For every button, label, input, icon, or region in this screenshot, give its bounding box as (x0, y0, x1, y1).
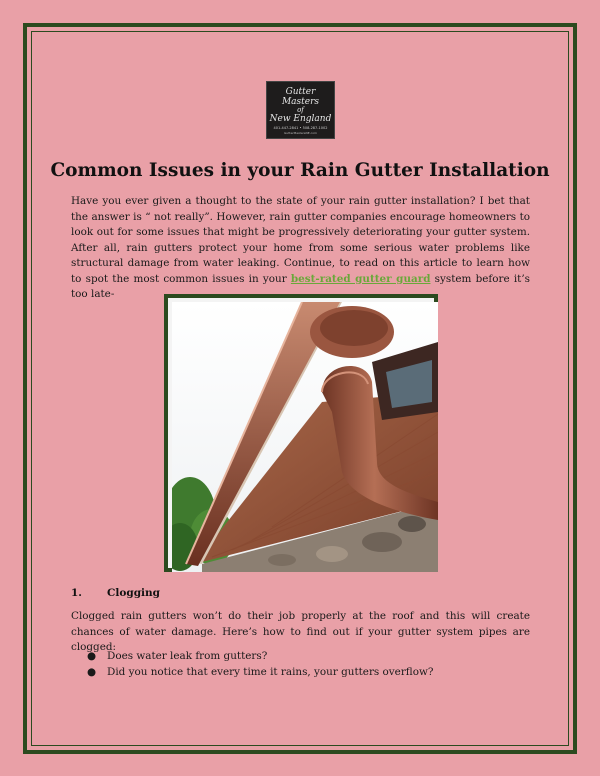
gutter-guard-link[interactable]: best-rated gutter guard (290, 272, 431, 285)
bullet-list (87, 648, 433, 680)
bullet-text: Does water leak from gutters? (107, 650, 268, 662)
section-paragraph: Clogged rain gutters won’t do their job properly at the roof and this will create chances of water damage. Here’s how to find out if your gutter system pipes are clogged: (71, 610, 530, 653)
intro-text-start: Have you ever given a thought to the state of your rain gutter installation? I bet that the answer is “ not really”. However, rain gutter companies encourage homeowners to look out for some issues that might be progressively deteriorating your gutter system. After all, rain gutters protect your home from some serious water problems like structural damage from water leaking. Continue, to read on this article to learn how to spot the most common issues in your (71, 195, 530, 285)
logo-website: GutterMastersNE.com (284, 131, 317, 135)
logo-line-1: Gutter Masters (281, 87, 320, 107)
page-title: Common Issues in your Rain Gutter Installation (50, 160, 550, 181)
bullet-icon: ● (87, 666, 97, 678)
bullet-text: Did you notice that every time it rains, your gutters overflow? (107, 666, 434, 678)
intro-text-end: system before it’s too late- (71, 272, 530, 300)
section-title: Clogging (107, 587, 160, 599)
gutter-photo-frame (164, 294, 438, 572)
section-number: 1. (71, 587, 82, 599)
intro-paragraph (71, 194, 530, 303)
bullet-icon: ● (87, 650, 97, 662)
company-logo (266, 81, 335, 139)
list-item (87, 648, 433, 664)
logo-line-3: New England (269, 114, 332, 124)
logo-line-2: of (297, 106, 304, 114)
section-heading (71, 587, 160, 599)
logo-phone: 401-447-2841 • 508-287-1002 (273, 126, 328, 130)
gutter-photo (172, 302, 438, 572)
list-item (87, 664, 433, 680)
